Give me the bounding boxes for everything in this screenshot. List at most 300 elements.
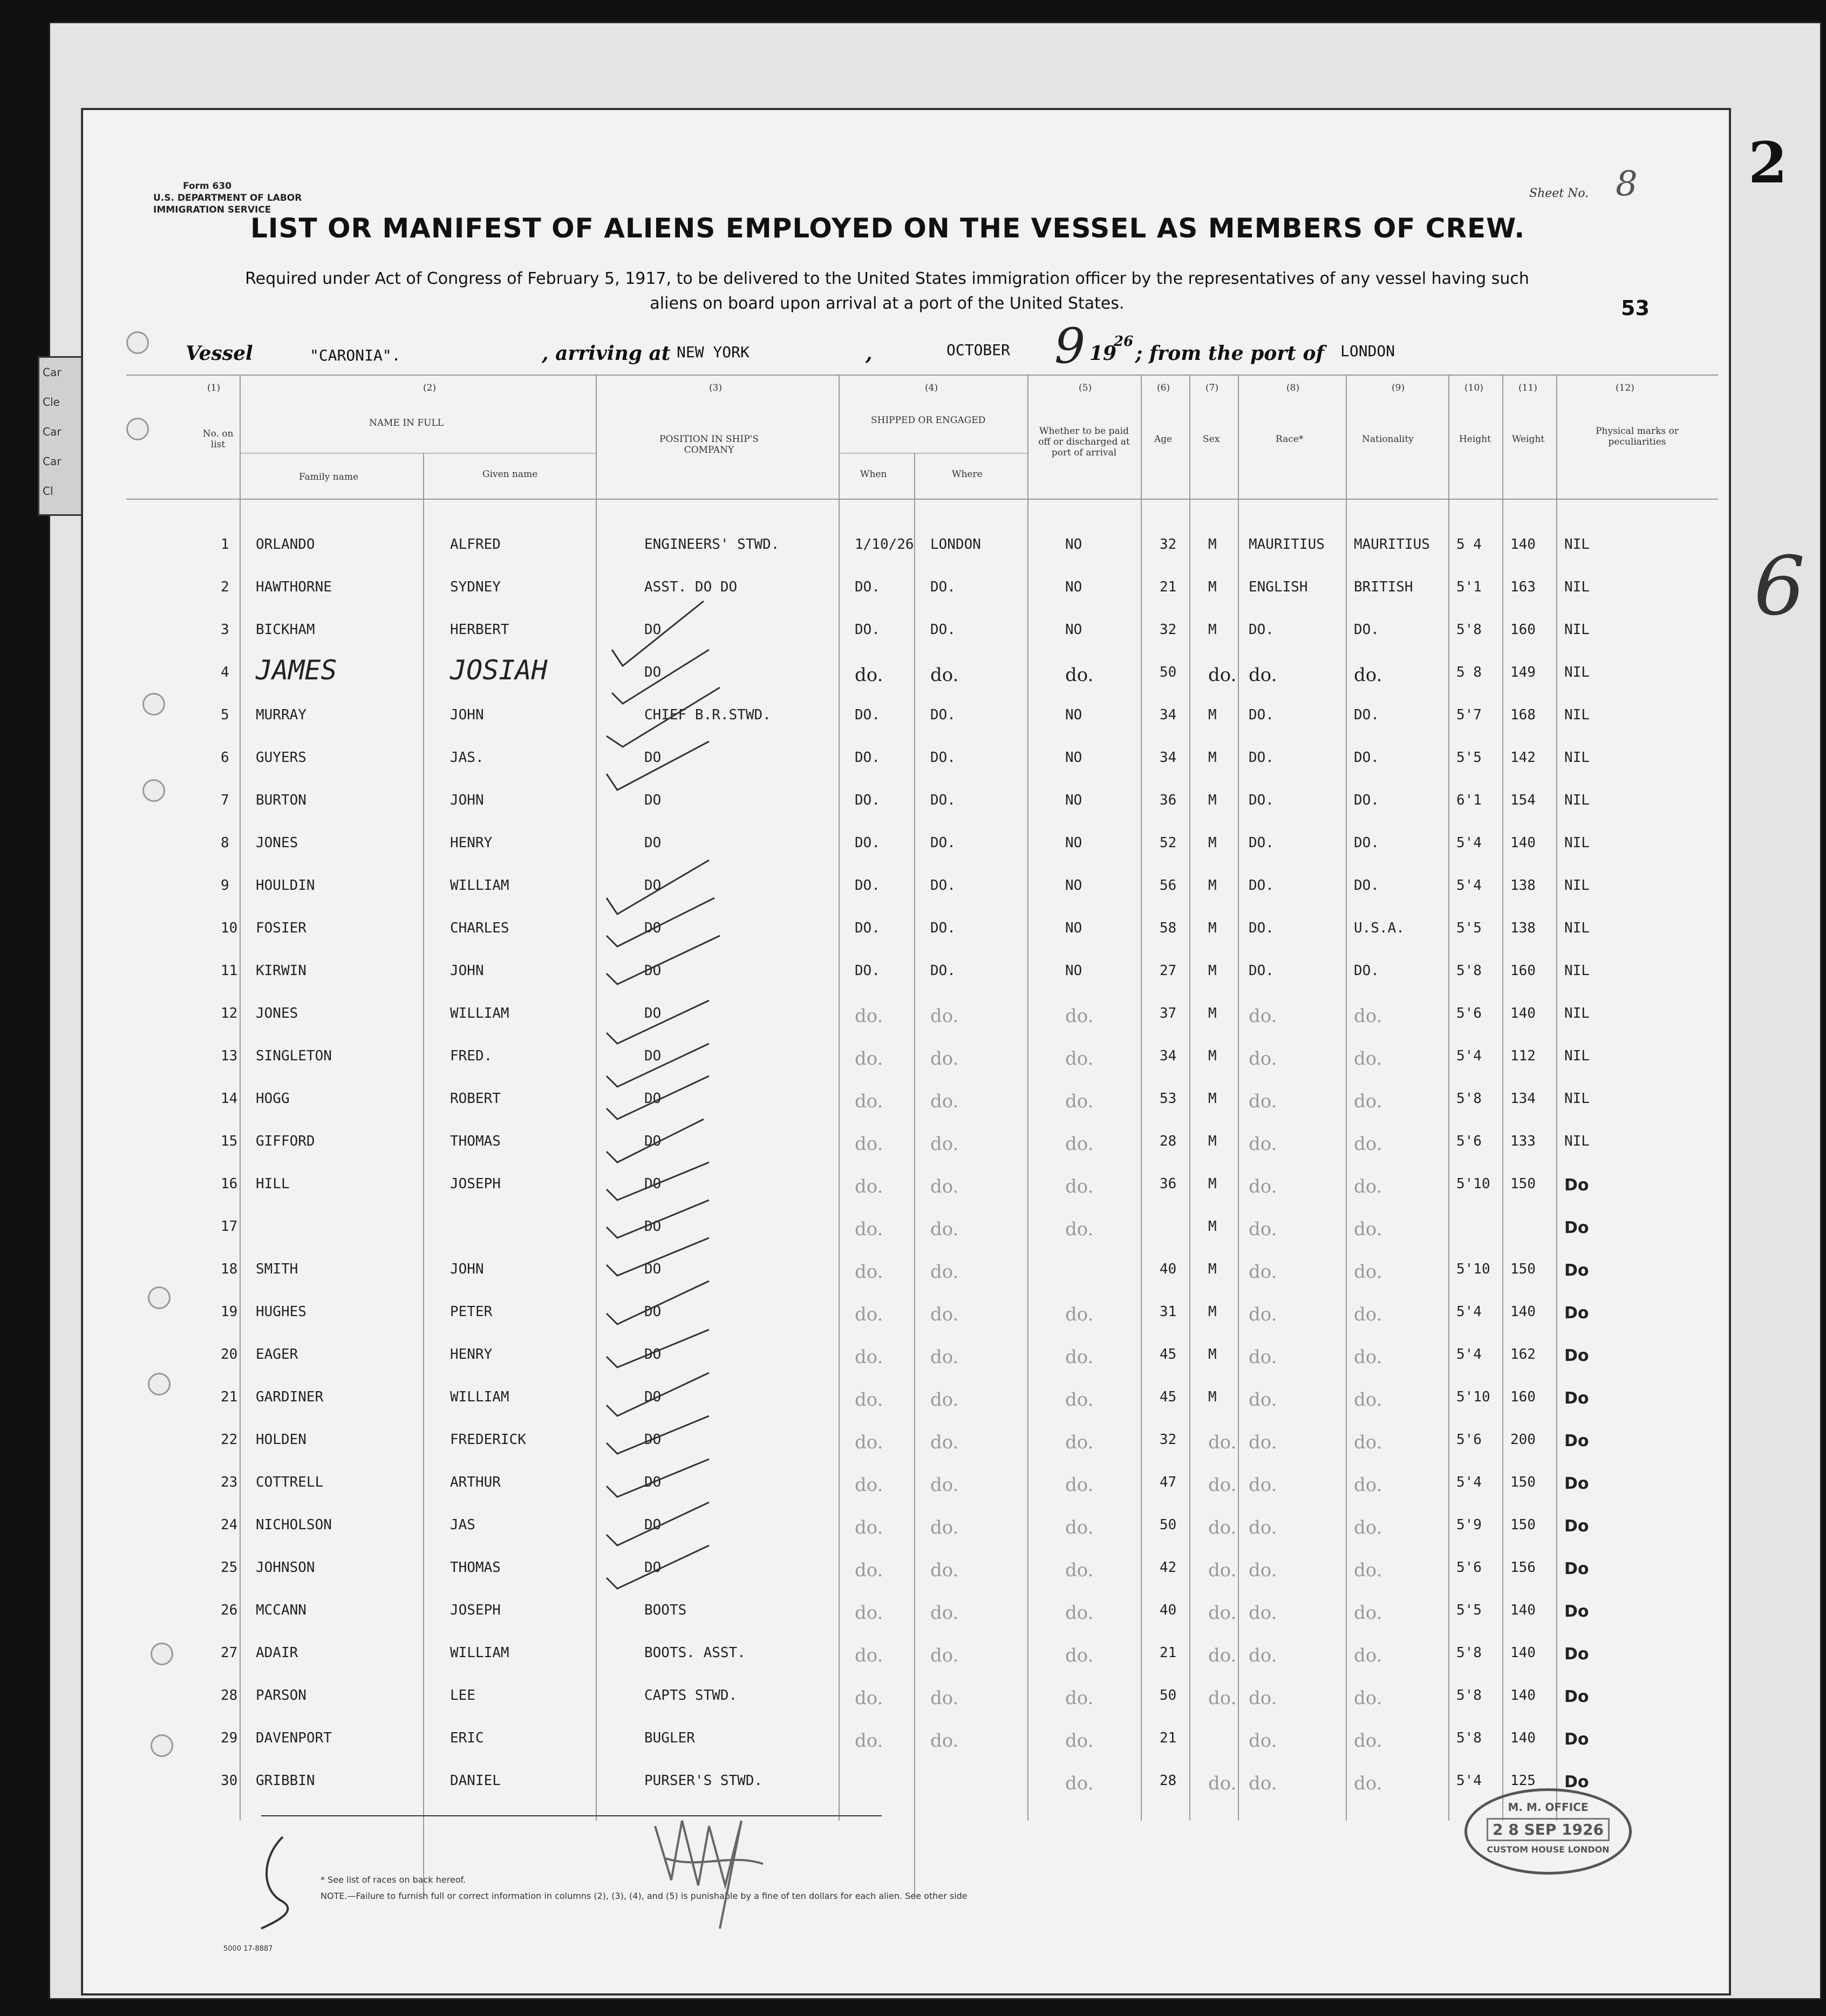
col-nationality-heading: Nationality (1362, 434, 1414, 445)
age: 50 (1160, 664, 1177, 680)
sex: M (1208, 1133, 1217, 1149)
weight: 140 (1510, 1687, 1536, 1704)
row-number: 1 (221, 536, 229, 553)
paid-off: do. (1065, 1005, 1094, 1027)
height: 5'4 (1456, 877, 1482, 894)
stack-number: 2 (1748, 130, 1788, 196)
height: 5'10 (1456, 1261, 1490, 1277)
paid-off: do. (1065, 1645, 1094, 1666)
sex: M (1208, 1346, 1217, 1363)
from-port-label: ; from the port of (1135, 342, 1324, 365)
col-divider (1346, 374, 1347, 1821)
paid-off: do. (1065, 1304, 1094, 1325)
shipped-where: do. (930, 1346, 959, 1368)
height: 5'4 (1456, 1474, 1482, 1490)
given-name: CHARLES (450, 920, 509, 936)
punch-hole (126, 331, 149, 354)
sex: do. (1208, 1432, 1237, 1453)
position: ENGINEERS' STWD. (644, 536, 780, 553)
physical-marks: NIL (1564, 622, 1590, 638)
given-name: HENRY (450, 1346, 493, 1363)
weight: 138 (1510, 877, 1536, 894)
age: 34 (1160, 707, 1177, 723)
arrival-month: OCTOBER (946, 341, 1011, 359)
family-name: ADAIR (256, 1645, 298, 1661)
nationality: DO. (1354, 707, 1379, 723)
shipped-where: DO. (930, 750, 956, 766)
nationality: do. (1354, 1474, 1382, 1496)
height: 5'4 (1456, 1773, 1482, 1789)
family-name: DAVENPORT (256, 1730, 332, 1746)
col-num: (4) (925, 383, 938, 393)
shipped-when: DO. (855, 579, 880, 595)
weight: 160 (1510, 1389, 1536, 1405)
race: do. (1249, 1559, 1277, 1581)
col-divider (1027, 374, 1028, 1821)
physical-marks: NIL (1564, 536, 1590, 553)
row-number: 20 (221, 1346, 238, 1363)
punch-hole (148, 1286, 171, 1309)
customs-stamp (1464, 1788, 1632, 1875)
col-num: (11) (1518, 383, 1537, 393)
paid-off: do. (1065, 1517, 1094, 1538)
signature-scribble (250, 1826, 358, 1934)
position: ASST. DO DO (644, 579, 738, 595)
shipped-when: do. (855, 1389, 883, 1411)
family-name: SINGLETON (256, 1048, 332, 1064)
paid-off: do. (1065, 1432, 1094, 1453)
sex: M (1208, 1304, 1217, 1320)
paid-off: do. (1065, 1730, 1094, 1752)
nationality: U.S.A. (1354, 920, 1405, 936)
family-name: BURTON (256, 792, 306, 808)
shipped-where: DO. (930, 707, 956, 723)
race: DO. (1249, 963, 1274, 979)
sex: M (1208, 707, 1217, 723)
manifest-page (81, 108, 1731, 1995)
nationality: MAURITIUS (1354, 536, 1430, 553)
family-name: JAMES (256, 655, 337, 686)
nationality: do. (1354, 1389, 1382, 1411)
sheet-label: Sheet No. (1529, 187, 1589, 200)
family-name: HAWTHORNE (256, 579, 332, 595)
family-name: BICKHAM (256, 622, 315, 638)
family-name: MCCANN (256, 1602, 306, 1618)
physical-marks: Do (1564, 1346, 1589, 1365)
shipped-when: do. (855, 1432, 883, 1453)
age: 34 (1160, 1048, 1177, 1064)
given-name: JOHN (450, 707, 484, 723)
given-name: ERIC (450, 1730, 484, 1746)
paid-off: do. (1065, 1559, 1094, 1581)
race: ENGLISH (1249, 579, 1308, 595)
arrival-port: NEW YORK (677, 343, 750, 361)
check-marks (601, 488, 882, 1837)
sex: M (1208, 622, 1217, 638)
shipped-when: do. (855, 1304, 883, 1325)
height: 5'7 (1456, 707, 1482, 723)
weight: 150 (1510, 1517, 1536, 1533)
paid-off: NO (1065, 622, 1082, 638)
race: do. (1249, 1261, 1277, 1283)
slip-line: Car (43, 425, 62, 438)
race: DO. (1249, 877, 1274, 894)
weight: 168 (1510, 707, 1536, 723)
shipped-when: DO. (855, 622, 880, 638)
shipped-where: do. (930, 664, 959, 686)
family-name: JONES (256, 1005, 298, 1021)
given-name: ROBERT (450, 1091, 501, 1107)
col-divider (240, 374, 241, 1821)
row-number: 8 (221, 835, 229, 851)
from-port: LONDON (1340, 342, 1395, 360)
race: do. (1249, 1005, 1277, 1027)
col-num: (2) (423, 383, 437, 393)
nationality: do. (1354, 1730, 1382, 1752)
nationality: do. (1354, 1048, 1382, 1070)
col-divider (1189, 374, 1190, 1821)
shipped-when: do. (855, 1091, 883, 1112)
age: 58 (1160, 920, 1177, 936)
family-name: SMITH (256, 1261, 298, 1277)
row-number: 23 (221, 1474, 238, 1490)
given-name: JOSEPH (450, 1602, 501, 1618)
height: 5'8 (1456, 963, 1482, 979)
stamp-office: M. M. OFFICE (1508, 1801, 1589, 1814)
weight: 140 (1510, 1730, 1536, 1746)
row-number: 18 (221, 1261, 238, 1277)
subtitle-line-2: aliens on board upon arrival at a port of the United States. (650, 294, 1125, 313)
physical-marks: NIL (1564, 963, 1590, 979)
weight: 150 (1510, 1474, 1536, 1490)
form-service: IMMIGRATION SERVICE (153, 205, 271, 215)
col-family-heading: Family name (299, 472, 359, 482)
age: 31 (1160, 1304, 1177, 1320)
punch-hole (148, 1373, 171, 1395)
col-divider (914, 453, 915, 1899)
age: 56 (1160, 877, 1177, 894)
family-name: PARSON (256, 1687, 306, 1704)
paid-off: NO (1065, 963, 1082, 979)
family-name: GARDINER (256, 1389, 324, 1405)
nationality: do. (1354, 1005, 1382, 1027)
weight: 162 (1510, 1346, 1536, 1363)
height: 5 8 (1456, 664, 1482, 680)
sex: M (1208, 1218, 1217, 1235)
given-name: JOHN (450, 792, 484, 808)
weight: 150 (1510, 1261, 1536, 1277)
height: 5'8 (1456, 1730, 1482, 1746)
given-name: HERBERT (450, 622, 509, 638)
row-number: 11 (221, 963, 238, 979)
physical-marks: NIL (1564, 750, 1590, 766)
age: 34 (1160, 750, 1177, 766)
col-num: (5) (1079, 383, 1092, 393)
position: DO (644, 622, 662, 638)
sex: do. (1208, 1602, 1237, 1624)
row-number: 17 (221, 1218, 238, 1235)
sex: do. (1208, 1645, 1237, 1666)
age: 36 (1160, 792, 1177, 808)
paid-off: do. (1065, 1346, 1094, 1368)
paid-off: NO (1065, 536, 1082, 553)
height: 5'6 (1456, 1559, 1482, 1576)
punch-hole (126, 418, 149, 440)
height: 5'9 (1456, 1517, 1482, 1533)
age: 21 (1160, 579, 1177, 595)
family-name: GRIBBIN (256, 1773, 315, 1789)
position: DO (644, 1048, 662, 1064)
position: DO (644, 1346, 662, 1363)
race: do. (1249, 1304, 1277, 1325)
nationality: do. (1354, 664, 1382, 686)
race: do. (1249, 1176, 1277, 1197)
position: BOOTS (644, 1602, 687, 1618)
row-number: 15 (221, 1133, 238, 1149)
age: 32 (1160, 536, 1177, 553)
nationality: do. (1354, 1773, 1382, 1794)
col-given-heading: Given name (482, 469, 538, 480)
age: 27 (1160, 963, 1177, 979)
physical-marks: NIL (1564, 707, 1590, 723)
nationality: DO. (1354, 792, 1379, 808)
nationality: BRITISH (1354, 579, 1413, 595)
family-name: FOSIER (256, 920, 306, 936)
shipped-where: DO. (930, 622, 956, 638)
row-number: 29 (221, 1730, 238, 1746)
age: 50 (1160, 1517, 1177, 1533)
paid-off: do. (1065, 1474, 1094, 1496)
race: do. (1249, 1091, 1277, 1112)
family-name: GIFFORD (256, 1133, 315, 1149)
given-name: THOMAS (450, 1133, 501, 1149)
given-name: WILLIAM (450, 1645, 509, 1661)
shipped-where: DO. (930, 920, 956, 936)
shipped-when: do. (855, 1474, 883, 1496)
row-number: 5 (221, 707, 229, 723)
table-top-rule (126, 374, 1718, 376)
page-title: LIST OR MANIFEST OF ALIENS EMPLOYED ON THE VESSEL AS MEMBERS OF CREW. (250, 213, 1525, 244)
given-name: JOSEPH (450, 1176, 501, 1192)
col-shipped-heading: SHIPPED OR ENGAGED (871, 415, 986, 426)
col-where-heading: Where (952, 469, 983, 480)
footnote-penalty: NOTE.—Failure to furnish full or correct information in columns (2), (3), (4), and (5) is punishable by a fine of ten dollars for each alien. See other side (321, 1891, 967, 1901)
shipped-when: do. (855, 1602, 883, 1624)
stamp-date: 2 8 SEP 1926 (1487, 1818, 1610, 1841)
row-number: 12 (221, 1005, 238, 1021)
given-name: THOMAS (450, 1559, 501, 1576)
position: DO (644, 835, 662, 851)
paid-off: NO (1065, 835, 1082, 851)
age: 21 (1160, 1730, 1177, 1746)
race: do. (1249, 1474, 1277, 1496)
row-number: 14 (221, 1091, 238, 1107)
physical-marks: NIL (1564, 1048, 1590, 1064)
shipped-where: do. (930, 1474, 959, 1496)
shipped-where: do. (930, 1091, 959, 1112)
nationality: do. (1354, 1261, 1382, 1283)
row-number: 25 (221, 1559, 238, 1576)
paid-off: do. (1065, 1048, 1094, 1070)
shipped-when: DO. (855, 877, 880, 894)
age: 53 (1160, 1091, 1177, 1107)
col-sex-heading: Sex (1203, 434, 1220, 445)
shipped-when: do. (855, 1048, 883, 1070)
family-name: HOLDEN (256, 1432, 306, 1448)
family-name: COTTRELL (256, 1474, 324, 1490)
col-num: (6) (1157, 383, 1170, 393)
position: DO (644, 963, 662, 979)
position: BUGLER (644, 1730, 695, 1746)
slip-line: Cle (43, 396, 60, 408)
shipped-where: do. (930, 1730, 959, 1752)
form-dept: U.S. DEPARTMENT OF LABOR (153, 193, 302, 203)
nationality: do. (1354, 1218, 1382, 1240)
year-suffix: 26 (1114, 333, 1134, 350)
sex: do. (1208, 1474, 1237, 1496)
height: 5'4 (1456, 1346, 1482, 1363)
shipped-where: do. (930, 1005, 959, 1027)
family-name: HOULDIN (256, 877, 315, 894)
physical-marks: NIL (1564, 792, 1590, 808)
physical-marks: Do (1564, 1218, 1589, 1237)
shipped-where: do. (930, 1048, 959, 1070)
age: 45 (1160, 1389, 1177, 1405)
nationality: do. (1354, 1517, 1382, 1538)
arrival-day: 9 (1054, 318, 1086, 374)
row-number: 3 (221, 622, 229, 638)
race: do. (1249, 1773, 1277, 1794)
physical-marks: Do (1564, 1176, 1589, 1195)
given-name: JAS (450, 1517, 475, 1533)
position: DO (644, 1176, 662, 1192)
physical-marks: Do (1564, 1432, 1589, 1450)
punch-hole (151, 1643, 173, 1665)
position: DO (644, 1432, 662, 1448)
race: do. (1249, 1048, 1277, 1070)
physical-marks: NIL (1564, 877, 1590, 894)
position: CAPTS STWD. (644, 1687, 738, 1704)
position: DO (644, 877, 662, 894)
nationality: do. (1354, 1559, 1382, 1581)
shipped-where: DO. (930, 877, 956, 894)
height: 5'6 (1456, 1133, 1482, 1149)
race: do. (1249, 1645, 1277, 1666)
weight: 140 (1510, 1645, 1536, 1661)
sex: do. (1208, 664, 1237, 686)
height: 5'1 (1456, 579, 1482, 595)
sex: do. (1208, 1687, 1237, 1709)
col-paid-heading: Whether to be paid off or discharged at port of arrival (1038, 426, 1130, 458)
position: DO (644, 664, 662, 680)
row-number: 4 (221, 664, 229, 680)
paid-off: do. (1065, 1687, 1094, 1709)
family-name: EAGER (256, 1346, 298, 1363)
age: 45 (1160, 1346, 1177, 1363)
nationality: do. (1354, 1304, 1382, 1325)
shipped-where: do. (930, 1559, 959, 1581)
height: 5'8 (1456, 1645, 1482, 1661)
given-name: FREDERICK (450, 1432, 526, 1448)
shipped-when: do. (855, 1645, 883, 1666)
height: 5'4 (1456, 835, 1482, 851)
height: 5'4 (1456, 1304, 1482, 1320)
nationality: DO. (1354, 622, 1379, 638)
sex: do. (1208, 1773, 1237, 1794)
given-name: JOSIAH (450, 655, 548, 686)
shipped-where: LONDON (930, 536, 981, 553)
given-name: LEE (450, 1687, 475, 1704)
weight: 140 (1510, 1304, 1536, 1320)
slip-line: Cl (43, 485, 53, 498)
nationality: DO. (1354, 750, 1379, 766)
height: 5'5 (1456, 750, 1482, 766)
position: DO (644, 1218, 662, 1235)
shipped-when: do. (855, 1261, 883, 1283)
height: 5 4 (1456, 536, 1482, 553)
shipped-when: do. (855, 1559, 883, 1581)
given-name: HENRY (450, 835, 493, 851)
shipped-where: do. (930, 1687, 959, 1709)
nationality: do. (1354, 1091, 1382, 1112)
given-name: JOHN (450, 963, 484, 979)
physical-marks: Do (1564, 1687, 1589, 1706)
shipped-where: do. (930, 1261, 959, 1283)
age: 50 (1160, 1687, 1177, 1704)
weight: 142 (1510, 750, 1536, 766)
weight: 149 (1510, 664, 1536, 680)
height: 5'5 (1456, 1602, 1482, 1618)
age: 40 (1160, 1261, 1177, 1277)
age: 28 (1160, 1133, 1177, 1149)
row-number: 27 (221, 1645, 238, 1661)
row-number: 6 (221, 750, 229, 766)
physical-marks: Do (1564, 1559, 1589, 1578)
family-name: HUGHES (256, 1304, 306, 1320)
position: CHIEF B.R.STWD. (644, 707, 771, 723)
height: 5'8 (1456, 622, 1482, 638)
weight: 154 (1510, 792, 1536, 808)
position: DO (644, 1261, 662, 1277)
row-number: 21 (221, 1389, 238, 1405)
row-number: 28 (221, 1687, 238, 1704)
col-num: (12) (1616, 383, 1634, 393)
slip-line: Car (43, 366, 62, 379)
shipped-where: do. (930, 1304, 959, 1325)
nationality: do. (1354, 1176, 1382, 1197)
position: DO (644, 1389, 662, 1405)
shipped-when: do. (855, 1218, 883, 1240)
physical-marks: Do (1564, 1602, 1589, 1621)
col-num: (1) (207, 383, 221, 393)
shipped-when: do. (855, 1176, 883, 1197)
col-num: (9) (1392, 383, 1405, 393)
position: DO (644, 1559, 662, 1576)
shipped-when: DO. (855, 835, 880, 851)
paid-off: NO (1065, 920, 1082, 936)
weight: 163 (1510, 579, 1536, 595)
col-num: (3) (709, 383, 723, 393)
arriving-label: , arriving at (542, 342, 671, 365)
position: DO (644, 1133, 662, 1149)
shipped-when: 1/10/26 (855, 536, 914, 553)
height: 5'6 (1456, 1005, 1482, 1021)
shipped-when: do. (855, 1005, 883, 1027)
physical-marks: Do (1564, 1474, 1589, 1493)
physical-marks: NIL (1564, 1091, 1590, 1107)
position: DO (644, 1005, 662, 1021)
race: DO. (1249, 750, 1274, 766)
